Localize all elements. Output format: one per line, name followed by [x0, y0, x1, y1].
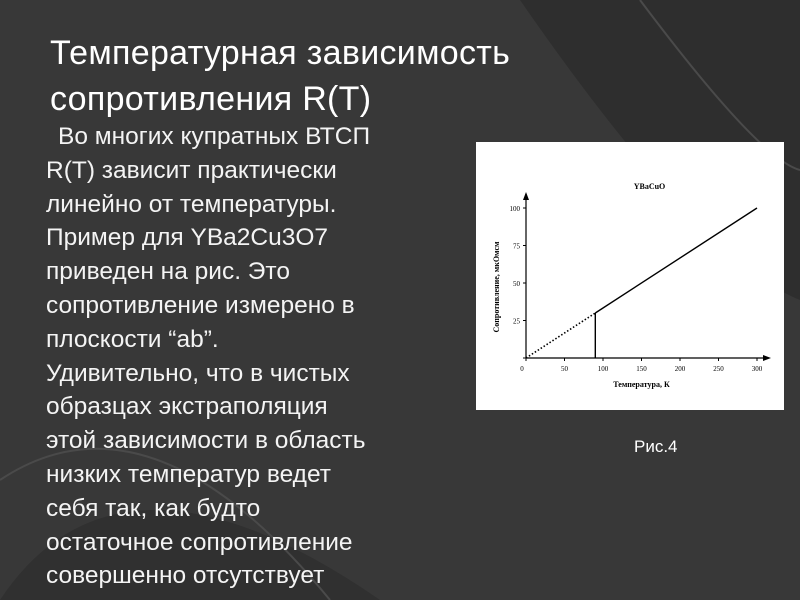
- resistance-line: [595, 208, 757, 313]
- y-tick-label: 100: [509, 205, 520, 213]
- x-axis-arrow: [763, 355, 771, 361]
- extrapolation-line: [526, 313, 595, 358]
- body-line: Пример для YBa2Cu3O7: [46, 224, 329, 252]
- body-line: приведен на рис. Это: [46, 258, 290, 286]
- x-tick-label: 50: [561, 365, 568, 373]
- title-line-2: сопротивления R(T): [50, 80, 372, 118]
- x-tick-label: 200: [674, 365, 686, 373]
- slide-title: [50, 30, 750, 122]
- y-tick-label: 25: [513, 317, 520, 326]
- body-line: совершенно отсутствует: [46, 562, 325, 590]
- body-line: этой зависимости в область: [46, 427, 366, 455]
- body-text: [46, 120, 466, 593]
- body-line: линейно от температуры.: [46, 190, 337, 218]
- title-line-1: Температурная зависимость: [50, 34, 511, 72]
- resistance-figure: [476, 142, 784, 410]
- body-line: сопротивление измерено в: [46, 291, 355, 319]
- x-tick-label: 150: [636, 365, 647, 373]
- body-line: Во многих купратных ВТСП: [58, 123, 371, 150]
- body-line: Удивительно, что в чистых: [46, 359, 350, 387]
- figure-caption: Рис.4: [634, 437, 678, 456]
- resistance-chart: [476, 142, 784, 410]
- body-line: себя так, как будто: [46, 494, 261, 522]
- x-tick-label: 250: [713, 365, 724, 373]
- x-tick-label: 300: [751, 365, 763, 373]
- y-axis-label: Сопротивление, мкОмсм: [492, 241, 501, 333]
- x-tick-label: 100: [597, 365, 609, 373]
- body-line: низких температур ведет: [46, 460, 331, 488]
- body-line: остаточное сопротивление: [46, 528, 353, 556]
- x-axis-label: Температура, К: [613, 380, 670, 389]
- body-line: R(T) зависит практически: [46, 156, 337, 184]
- x-tick-label: 0: [520, 365, 524, 373]
- y-axis-arrow: [523, 192, 529, 200]
- body-line: плоскости “ab”.: [46, 325, 219, 353]
- y-tick-label: 75: [513, 242, 520, 251]
- y-tick-label: 50: [513, 280, 520, 288]
- chart-title: YBaCuO: [633, 182, 666, 191]
- body-line: образцах экстраполяция: [46, 393, 328, 421]
